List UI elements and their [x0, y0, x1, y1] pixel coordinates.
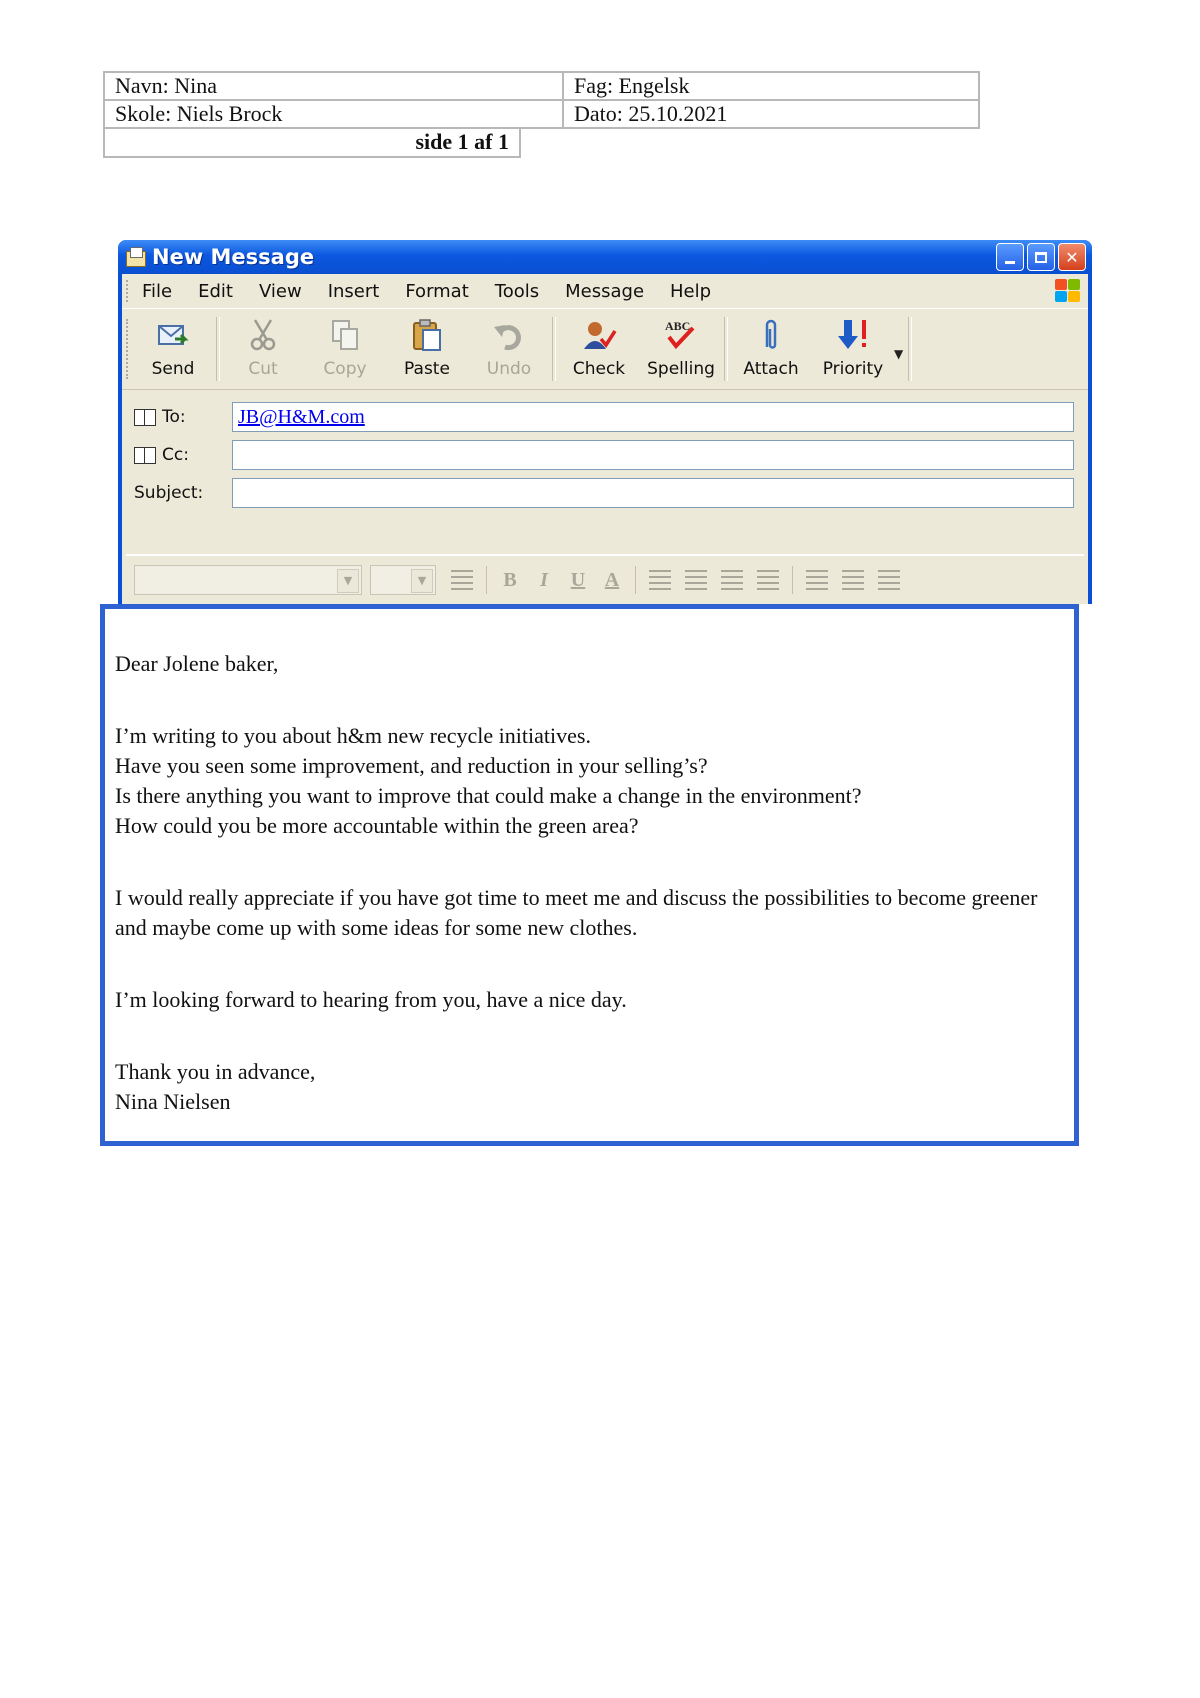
menu-bar [122, 274, 1088, 308]
toolbar-separator [724, 317, 728, 381]
font-family-select[interactable] [134, 565, 362, 595]
address-book-icon [134, 447, 156, 464]
undo-label: Undo [486, 359, 532, 379]
letter-paragraph: I’m looking forward to hearing from you, have a nice day. [115, 987, 627, 1012]
spacer [115, 1015, 1064, 1057]
check-names-button[interactable] [558, 309, 640, 389]
priority-button[interactable] [812, 309, 894, 389]
attach-button[interactable] [730, 309, 812, 389]
format-separator [486, 566, 487, 594]
letter-line: Have you seen some improvement, and reduction in your selling’s? [115, 753, 708, 778]
underline-button[interactable]: U [570, 568, 586, 591]
format-separator [635, 566, 636, 594]
paperclip-icon [753, 317, 789, 353]
chevron-down-icon: ▼ [337, 569, 359, 593]
spelling-button[interactable] [640, 309, 722, 389]
date-cell: Dato: 25.10.2021 [563, 100, 979, 128]
header-info-table [103, 71, 980, 129]
font-size-select[interactable] [370, 565, 436, 595]
menu-message[interactable]: Message [565, 280, 645, 302]
toolbar-separator [552, 317, 556, 381]
toolbar-separator [216, 317, 220, 381]
minimize-icon [1005, 261, 1015, 264]
letter-line: I’m writing to you about h&m new recycle initiatives. [115, 723, 591, 748]
priority-dropdown-icon[interactable]: ▼ [894, 347, 904, 361]
name-cell: Navn: Nina [104, 72, 563, 100]
undo-icon [491, 317, 527, 353]
address-area [122, 390, 1088, 512]
menu-help[interactable]: Help [670, 280, 712, 302]
spacer [115, 943, 1064, 985]
toolbar-grip[interactable] [126, 319, 131, 379]
message-body[interactable] [100, 604, 1079, 1146]
align-left-icon[interactable] [806, 570, 828, 590]
menu-format[interactable]: Format [405, 280, 469, 302]
paste-label: Paste [404, 359, 450, 379]
menu-insert[interactable]: Insert [327, 280, 380, 302]
to-input[interactable] [232, 402, 1074, 432]
cc-button[interactable] [134, 445, 232, 465]
paragraph-style-icon[interactable] [451, 570, 473, 590]
letter-paragraph: I would really appreciate if you have got time to meet me and discuss the possibilities to become greener and maybe come up with some ideas for some new clothes. [115, 885, 1038, 940]
chevron-down-icon: ▼ [411, 569, 433, 593]
minimize-button[interactable] [996, 243, 1024, 271]
subject-row [134, 474, 1074, 512]
svg-text:ABC: ABC [665, 319, 691, 333]
menu-file[interactable]: File [142, 280, 173, 302]
send-button[interactable] [132, 309, 214, 389]
undo-button[interactable] [468, 309, 550, 389]
letter-greeting: Dear Jolene baker, [115, 651, 279, 676]
letter-signature: Nina Nielsen [115, 1089, 231, 1114]
decrease-indent-icon[interactable] [721, 570, 743, 590]
maximize-icon [1035, 252, 1047, 263]
cc-input[interactable] [232, 440, 1074, 470]
main-toolbar [122, 308, 1088, 390]
italic-button[interactable]: I [540, 568, 548, 591]
address-book-icon [134, 409, 156, 426]
bullet-list-icon[interactable] [685, 570, 707, 590]
cut-label: Cut [248, 359, 278, 379]
maximize-button[interactable] [1027, 243, 1055, 271]
to-label: To: [162, 407, 186, 427]
window-title: New Message [152, 245, 315, 269]
new-message-window [118, 240, 1092, 604]
toolbar-separator [908, 317, 912, 381]
spelling-icon [663, 317, 699, 353]
new-message-icon [124, 246, 146, 268]
page-number: side 1 af 1 [103, 129, 521, 158]
align-center-icon[interactable] [842, 570, 864, 590]
to-address-link[interactable]: JB@H&M.com [238, 406, 365, 428]
font-color-button[interactable]: A [604, 568, 620, 591]
copy-label: Copy [323, 359, 367, 379]
spacer [115, 841, 1064, 883]
check-label: Check [572, 359, 626, 379]
windows-logo-icon [1054, 278, 1082, 304]
cc-label: Cc: [162, 445, 189, 465]
bold-button[interactable]: B [503, 568, 517, 591]
priority-label: Priority [822, 359, 884, 379]
paste-icon [409, 317, 445, 353]
send-label: Send [151, 359, 195, 379]
cut-button[interactable] [222, 309, 304, 389]
check-names-icon [581, 317, 617, 353]
to-row [134, 398, 1074, 436]
letter-line: Is there anything you want to improve that could make a change in the environment? [115, 783, 862, 808]
to-button[interactable] [134, 407, 232, 427]
spacer [115, 679, 1064, 721]
paste-button[interactable] [386, 309, 468, 389]
format-separator [792, 566, 793, 594]
menu-view[interactable]: View [258, 280, 302, 302]
subject-label: Subject: [134, 483, 204, 503]
attach-label: Attach [743, 359, 799, 379]
priority-icon [835, 317, 871, 353]
scissors-icon [245, 317, 281, 353]
letter-line: How could you be more accountable within the green area? [115, 813, 639, 838]
send-icon [155, 317, 191, 353]
close-button[interactable] [1058, 243, 1086, 271]
menu-tools[interactable]: Tools [494, 280, 540, 302]
school-cell: Skole: Niels Brock [104, 100, 563, 128]
subject-cell: Fag: Engelsk [563, 72, 979, 100]
window-client [122, 274, 1088, 604]
menu-edit[interactable]: Edit [198, 280, 233, 302]
letter-closing: Thank you in advance, [115, 1059, 316, 1084]
title-bar[interactable] [118, 240, 1092, 274]
cc-row [134, 436, 1074, 474]
increase-indent-icon[interactable] [757, 570, 779, 590]
subject-input[interactable] [232, 478, 1074, 508]
menubar-grip[interactable] [126, 280, 131, 302]
formatting-toolbar [126, 554, 1084, 604]
spelling-label: Spelling [647, 359, 715, 379]
numbered-list-icon[interactable] [649, 570, 671, 590]
copy-icon [327, 317, 363, 353]
copy-button[interactable] [304, 309, 386, 389]
align-right-icon[interactable] [878, 570, 900, 590]
close-icon: ✕ [1065, 247, 1079, 267]
